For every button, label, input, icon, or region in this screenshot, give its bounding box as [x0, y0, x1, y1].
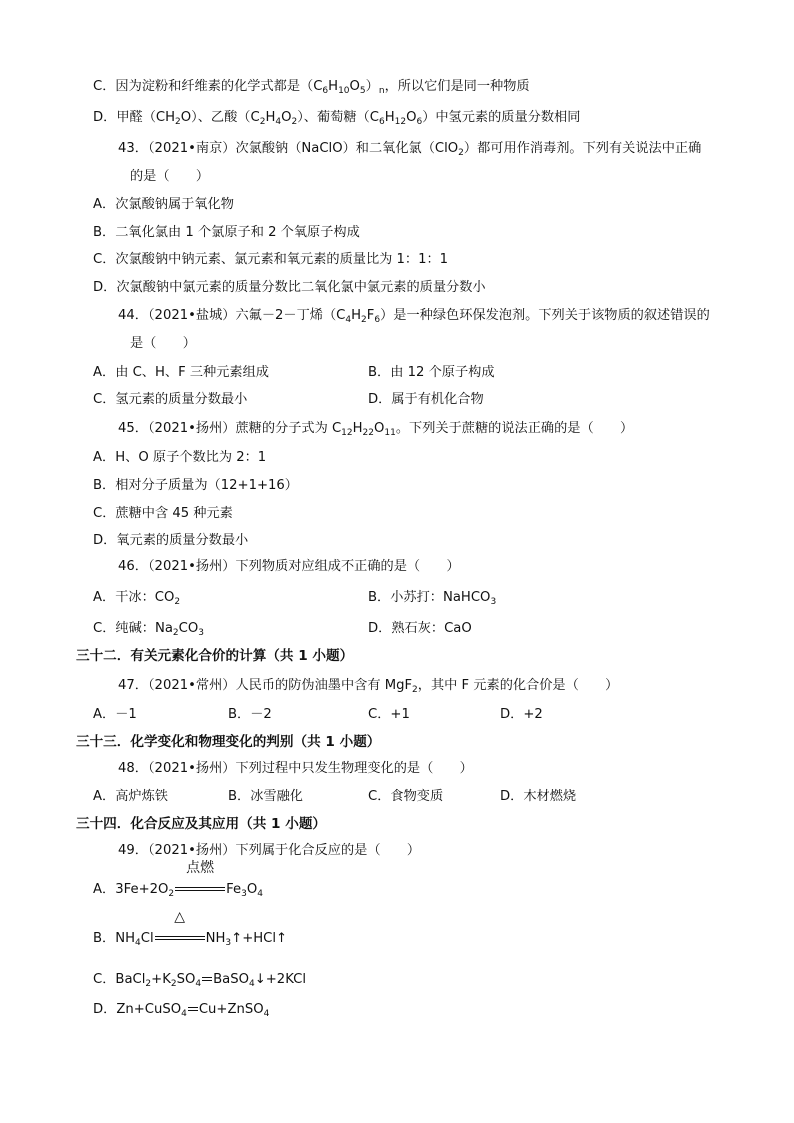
q49-option-d: D．Zn+CuSO$_4$ Cu+ZnSO$_4$: [93, 1002, 270, 1019]
q44-option-a: A．由 C、H、F 三种元素组成: [93, 365, 269, 380]
q42-option-c: C．因为淀粉和纤维素的化学式都是$(C_6H_{10}O_5)_n$，所以它们是同一种物质: [93, 79, 530, 96]
q45-option-d: D．氧元素的质量分数最小: [93, 533, 249, 548]
q48-option-c: C．食物变质: [368, 789, 444, 804]
q44-option-b: B．由 12 个原子构成: [368, 365, 495, 380]
q47-option-b: B．－2: [228, 707, 272, 722]
q45-stem: 45．（2021•扬州）蔗糖的分子式为 $C_{12}H_{22}O_{11}$。下列关于蔗糖的说法正确的是（ ）: [118, 421, 634, 438]
q43-option-d: D．次氯酸钠中氯元素的质量分数比二氧化氯中氯元素的质量分数小: [93, 280, 486, 295]
q46-option-a: A．干冰：$CO_2$: [93, 590, 181, 607]
q42-option-d: D．甲醛$(CH_2O)$、乙酸$(C_2H_4O_2)$、葡萄糖$(C_6H_{12}O_6)$中氢元素的质量分数相同: [93, 110, 581, 127]
section-heading-32: 三十二．有关元素化合价的计算（共 1 小题）: [76, 648, 354, 664]
q49-stem: 49．（2021•扬州）下列属于化合反应的是（ ）: [118, 843, 421, 858]
q48-option-a: A．高炉炼铁: [93, 789, 168, 804]
q47-stem: 47．（2021•常州）人民币的防伪油墨中含有 MgF$_2$，其中 F 元素的化合价是（ ）: [118, 678, 619, 695]
q43-stem: 43．（2021•南京）次氯酸钠（NaClO）和二氧化氯（ClO$_2$）都可用作消毒剂。下列有关说法中正确: [118, 141, 702, 158]
q48-option-d: D．木材燃烧: [500, 789, 577, 804]
section-heading-33: 三十三．化学变化和物理变化的判别（共 1 小题）: [76, 734, 381, 750]
reaction-condition-heat: △: [174, 909, 186, 925]
q48-option-b: B．冰雪融化: [228, 789, 303, 804]
q43-option-b: B．二氧化氯由 1 个氯原子和 2 个氧原子构成: [93, 225, 360, 240]
q46-option-d: D．熟石灰：CaO: [368, 621, 472, 636]
q43-stem-cont: 的是（ ）: [130, 169, 210, 184]
q43-option-c: C．次氯酸钠中钠元素、氯元素和氧元素的质量比为 1：1：1: [93, 252, 449, 267]
q46-stem: 46．（2021•扬州）下列物质对应组成不正确的是（ ）: [118, 559, 460, 574]
q45-option-b: B．相对分子质量为（12+1+16）: [93, 478, 298, 493]
q47-option-a: A．－1: [93, 707, 137, 722]
q45-option-c: C．蔗糖中含 45 种元素: [93, 506, 233, 521]
reaction-condition-arrow: [154, 909, 206, 948]
q47-option-d: D．+2: [500, 707, 543, 722]
q44-stem: 44．（2021•盐城）六氟－2－丁烯$(C_4H_2F_6)$是一种绿色环保发泡剂。下列关于该物质的叙述错误的: [118, 308, 710, 325]
q46-option-b: B．小苏打：NaHCO$_3$: [368, 590, 497, 607]
q44-option-c: C．氢元素的质量分数最小: [93, 392, 248, 407]
q49-option-c: C．$BaCl_2+K_2SO_4$ BaSO$_4$↓+2KCl: [93, 972, 306, 989]
q46-option-c: C．纯碱：$Na_2CO_3$: [93, 621, 204, 638]
q44-stem-cont: 是（ ）: [130, 336, 196, 351]
q49-option-b: B．$NH_4Cl$ △ $NH_3↑+HCl↑$: [93, 909, 288, 948]
q44-option-d: D．属于有机化合物: [368, 392, 484, 407]
q47-option-c: C．+1: [368, 707, 410, 722]
reaction-condition-arrow: [174, 860, 226, 899]
q49-option-a: A．$3Fe+2O_2$ 点燃 $Fe_3O_4$: [93, 860, 263, 899]
q48-stem: 48．（2021•扬州）下列过程中只发生物理变化的是（ ）: [118, 761, 473, 776]
q45-option-a: A．H、O 原子个数比为 2：1: [93, 450, 267, 465]
q43-option-a: A．次氯酸钠属于氧化物: [93, 197, 234, 212]
reaction-condition-ignite: 点燃: [186, 860, 215, 876]
section-heading-34: 三十四．化合反应及其应用（共 1 小题）: [76, 816, 327, 832]
